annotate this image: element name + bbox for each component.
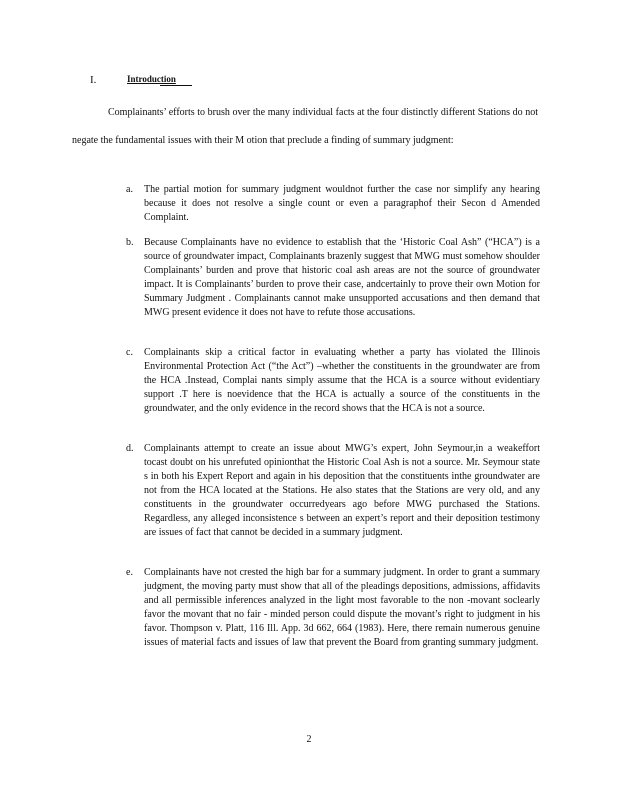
list-item-d xyxy=(126,442,540,540)
list-item-e xyxy=(126,566,540,650)
list-item-label: a. xyxy=(126,184,133,195)
list-item-text: The partial motion for summary judgment wouldnot further the case nor simplify any hearing because it does not resolve a single count or even a paragraphof their Secon d Amended Complaint. xyxy=(144,184,540,223)
page-number: 2 xyxy=(306,734,312,745)
list-item-label: b. xyxy=(126,237,134,248)
intro-paragraph: Complainants’ efforts to brush over the many individual facts at the four distinctly different Stations do not negate the fundamental issues with their M otion that preclude a finding of summary judgment: xyxy=(72,107,538,146)
list-item-text: Complainants attempt to create an issue about MWG’s expert, John Seymour,in a weakeffort tocast doubt on his unrefuted opinionthat the Historic Coal Ash is not a source. Mr. Seymour state s in both his Expert Report and again in his deposition that the constituents inthe groundwater are not from the HCA located at the Stations. He also states that the Stations are very old, and any constituents in the groundwater occurredyears ago before MWG purchased the Stations. Regardless, any alleged inconsistence s between an expert’s report and their deposition testimony are issues of fact that cannot be decided in a summary judgment. xyxy=(144,443,540,538)
list-item-text: Complainants skip a critical factor in evaluating whether a party has violated the Illinois Environmental Protection Act (“the Act”) –whether the constituents in the groundwater are from the HCA .Instead, Complai nants simply assume that the HCA is a source without evidentiary support .T here is noevidence that the HCA is actually a source of the constituents in the groundwater, and the only evidence in the record shows that the HCA is not a source. xyxy=(144,347,540,414)
list-item-c xyxy=(126,346,540,416)
list-item-label: d. xyxy=(126,443,134,454)
list-item-a xyxy=(126,183,540,225)
list-item-label: e. xyxy=(126,567,133,578)
section-title: Introduction xyxy=(127,74,176,84)
section-number: I. xyxy=(90,74,97,86)
list-item-text: Complainants have not crested the high bar for a summary judgment. In order to grant a summary judgment, the moving party must show that all of the pleadings depositions, admissions, affidavits and all permissible inferences analyzed in the light most favorable to the non -movant soclearly favor the movant that no fair - minded person could dispute the movant’s right to judgment in his favor. Thompson v. Platt, 116 Ill. App. 3d 662, 664 (1983). Here, there remain numerous genuine issues of material facts and issues of law that prevent the Board from granting summary judgment. xyxy=(144,567,540,648)
list-item-text: Because Complainants have no evidence to establish that the ‘Historic Coal Ash” (“HCA”) is a source of groundwater impact, Complainants brazenly suggest that MWG must somehow shoulder Complainants’ burden and prove that historic coal ash areas are not the source of groundwater impact. It is Complainants’ burden to prove their case, andcertainly to prove their own Motion for Summary Judgment . Complainants cannot make unsupported accusations and then demand that MWG present evidence it does not have to refute those accusations. xyxy=(144,237,540,318)
list-item-b xyxy=(126,236,540,320)
title-underline-rule xyxy=(160,85,192,86)
list-item-label: c. xyxy=(126,347,133,358)
